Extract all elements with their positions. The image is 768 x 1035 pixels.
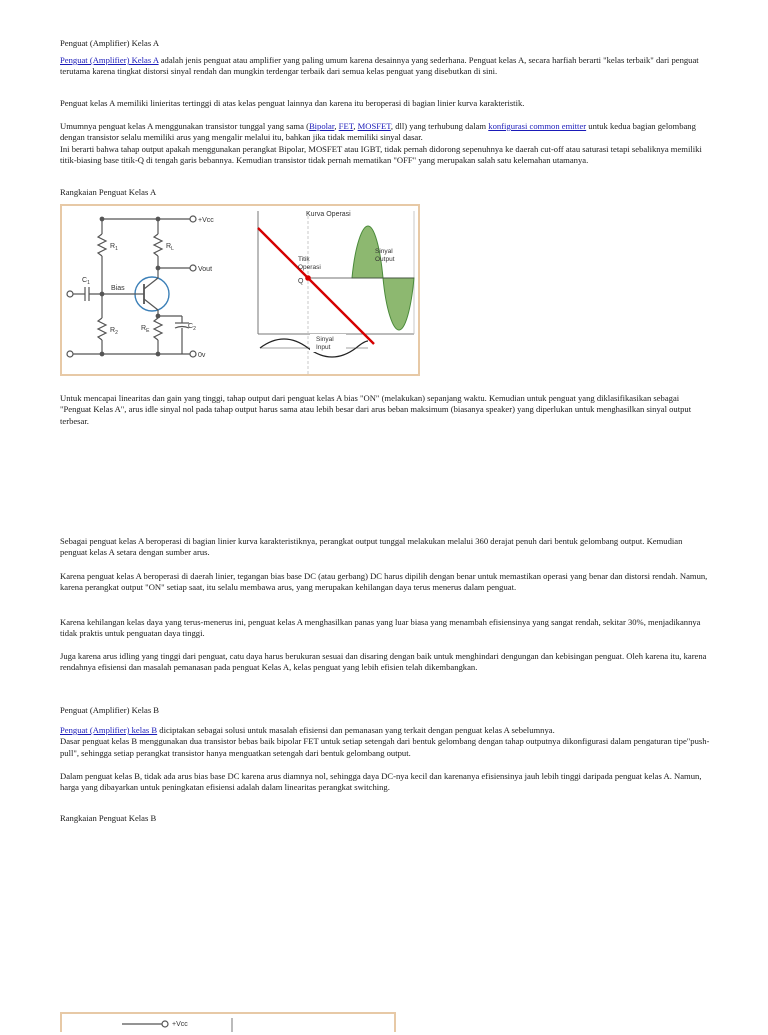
- paragraph-transistor: [60, 121, 710, 167]
- label-vout: Vout: [198, 266, 213, 273]
- intro-text-b: diciptakan sebagai solusi untuk masalah efisiensi dan pemanasan yang terkait dengan penguat kelas A sebelumnya.: [157, 725, 555, 735]
- circuit-heading-class-a: Rangkaian Penguat Kelas A: [60, 187, 157, 197]
- section-heading-class-b: Penguat (Amplifier) Kelas B: [60, 705, 160, 715]
- text-fragment: Umumnya penguat kelas A menggunakan transistor tunggal yang sama (: [60, 121, 309, 131]
- label-zero-v: 0v: [198, 352, 206, 359]
- label-re: $R_E$: [141, 325, 150, 334]
- paragraph-bias-on: Untuk mencapai linearitas dan gain yang tinggi, tahap output dari penguat kelas A bias "ON" (melakukan) sepanjang waktu. Kemudian untuk penguat yang diklasifikasikan sebagai "Penguat Kelas A", arus idle sinyal nol pada tahap output harus sama atau lebih besar dari arus beban maksimum (biasanya speaker) yang diperlukan untuk menghasilkan sinyal output terbesar.: [60, 393, 692, 426]
- load-line: [258, 228, 374, 344]
- label-sinyal-output: Sinyal: [375, 248, 393, 255]
- label-c2: $C_2$: [188, 323, 196, 332]
- class-b-circuit-diagram: [62, 1014, 394, 1032]
- label-output: Output: [375, 256, 395, 263]
- operating-curve-panel: [258, 211, 414, 374]
- link-bipolar[interactable]: Bipolar: [308, 121, 335, 131]
- paragraph-intro-class-b: [60, 725, 710, 759]
- label-r2: $R_2$: [110, 327, 118, 336]
- section-heading-class-a: Penguat (Amplifier) Kelas A: [60, 38, 160, 48]
- paragraph-linearity: Penguat kelas A memiliki linieritas tertinggi di atas kelas penguat lainnya dan karena itu beroperasi di bagian linier kurva karakteristik.: [60, 98, 525, 108]
- paragraph-efficiency: Karena kehilangan kelas daya yang terus-menerus ini, penguat kelas A menghasilkan panas yang luar biasa yang menambah efisiensinya yang sangat rendah, sekitar 30%, menjadikannya tidak praktis untuk penguatan daya tinggi.: [60, 617, 701, 639]
- label-titik: Titik: [298, 256, 310, 263]
- class-a-circuit-diagram: [62, 206, 418, 374]
- link-fet[interactable]: FET: [338, 121, 354, 131]
- class-b-circuit-figure: [60, 1012, 396, 1032]
- intro-text: adalah jenis penguat atau amplifier yang paling umum karena desainnya yang sederhana. Penguat kelas A, secara harfiah berarti "kelas terbaik" dari penguat terutama karena tingkat distorsi sinyal rendah dan mungkin terdengar terbaik dari semua kelas penguat yang disebutkan di sini.: [60, 55, 699, 77]
- paragraph-push-pull: Dasar penguat kelas B menggunakan dua transistor bebas baik bipolar FET untuk setiap setengah dari bentuk gelombang dengan tahap outputnya dikonfigurasi dalam pengaturan tipe"push-pull", sehingga setiap perangkat transistor hanya menguatkan setengah dari bentuk gelombang output.: [60, 736, 710, 758]
- link-common-emitter[interactable]: konfigurasi common emitter: [488, 121, 587, 131]
- paragraph-idle-current: Juga karena arus idling yang tinggi dari penguat, catu daya harus berukuran sesuai dan disaring dengan baik untuk menghindari dengungan dan kebisingan penguat. Oleh karena itu, karena rendahnya efisiensi dan masalah pemanasan pada penguat Kelas A, kelas penguat yang lebih efisien telah dikembangkan.: [60, 651, 707, 673]
- paragraph-class-b-efficiency: Dalam penguat kelas B, tidak ada arus bias base DC karena arus diamnya nol, sehingga daya DC-nya kecil dan karenanya efisiensinya jauh lebih tinggi daripada penguat kelas A. Namun, harga yang dibayarkan untuk peningkatan efisiensi adalah dalam linearitas perangkat switching.: [60, 771, 702, 793]
- paragraph-intro-class-a: [60, 55, 710, 78]
- text-fragment: , dll) yang terhubung dalam: [390, 121, 489, 131]
- label-r1: $R_1$: [110, 243, 118, 252]
- circuit-heading-class-b: Rangkaian Penguat Kelas B: [60, 813, 157, 823]
- paragraph-q-point: Ini berarti bahwa tahap output apakah menggunakan perangkat Bipolar, MOSFET atau IGBT, tidak pernah didorong sepenuhnya ke daerah cut-off atau saturasi tetapi sebaliknya memiliki titik-biasing base titik-Q di tengah garis bebannya. Kemudian transistor tidak pernah mematikan "OFF" yang merupakan salah satu kelemahan utamanya.: [60, 143, 702, 166]
- label-vcc: +Vcc: [198, 217, 214, 224]
- label-rl: $R_L$: [166, 243, 174, 252]
- output-wave-negative: [383, 278, 414, 330]
- circuit-wires: [67, 216, 196, 357]
- text-fragment: ,: [353, 121, 358, 131]
- link-penguat-kelas-b[interactable]: Penguat (Amplifier) kelas B: [60, 725, 158, 735]
- label-q: Q: [298, 278, 304, 285]
- text-fragment: untuk kedua bagian gelombang dengan transistor selalu memiliki arus yang mengalir melalui itu, bahkan jika tidak memiliki sinyal dasar.: [60, 121, 696, 143]
- label-vcc-b: +Vcc: [172, 1021, 188, 1028]
- label-input: Input: [316, 344, 331, 351]
- label-kurva-operasi: Kurva Operasi: [306, 211, 351, 218]
- link-mosfet[interactable]: MOSFET: [357, 121, 391, 131]
- text-fragment: ,: [334, 121, 339, 131]
- paragraph-360-degrees: Sebagai penguat kelas A beroperasi di bagian linier kurva karakteristiknya, perangkat output tunggal melakukan melalui 360 derajat penuh dari bentuk gelombang output. Kemudian penguat kelas A setara dengan sumber arus.: [60, 536, 683, 558]
- label-bias: Bias: [111, 285, 125, 292]
- class-a-circuit-figure: [60, 204, 420, 376]
- label-sinyal-input: Sinyal: [316, 336, 334, 343]
- link-penguat-kelas-a[interactable]: Penguat (Amplifier) Kelas A: [60, 55, 159, 65]
- q-point-dot: [305, 275, 311, 281]
- label-operasi: Operasi: [298, 264, 321, 271]
- label-c1: $C_1$: [82, 277, 90, 286]
- paragraph-dc-bias: Karena penguat kelas A beroperasi di daerah linier, tegangan bias base DC (atau gerbang) DC harus dipilih dengan benar untuk memastikan operasi yang benar dan distorsi rendah. Namun, karena perangkat output "ON" setiap saat, itu selalu membawa arus, yang merupakan kehilangan daya terus menerus dalam penguat.: [60, 571, 708, 593]
